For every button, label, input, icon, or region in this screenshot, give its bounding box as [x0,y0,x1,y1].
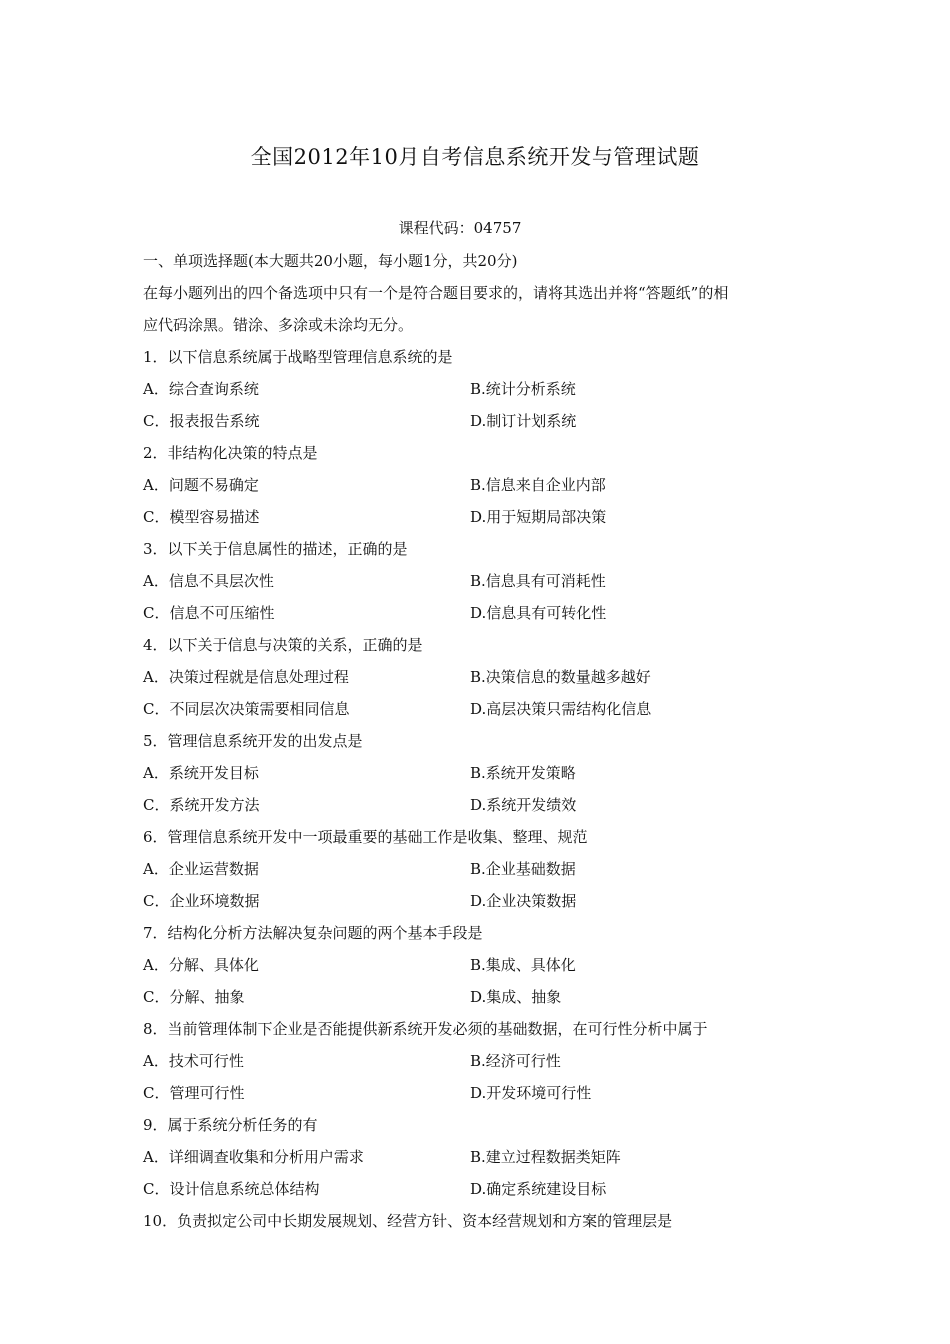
option-row [143,597,823,629]
option-row [143,693,823,725]
option-row [143,885,823,917]
option-b: B.信息来自企业内部 [470,476,606,494]
option-b: B.经济可行性 [470,1052,561,1070]
option-row [143,1077,823,1109]
option-row [143,757,823,789]
option-c: C．信息不可压缩性 [143,604,275,622]
option-c: C．模型容易描述 [143,508,260,526]
question-stem: 1．以下信息系统属于战略型管理信息系统的是 [143,348,453,366]
instruction-line-2: 应代码涂黑。错涂、多涂或未涂均无分。 [143,316,414,334]
option-a: A．技术可行性 [143,1052,244,1070]
option-row [143,661,823,693]
course-code: 课程代码：04757 [398,219,522,237]
option-row [143,1173,823,1205]
page-title: 全国2012年10月自考信息系统开发与管理试题 [250,145,700,169]
option-a: A．综合查询系统 [143,380,259,398]
option-row [143,1141,823,1173]
option-a: A．问题不易确定 [143,476,259,494]
option-d: D.企业决策数据 [470,892,577,910]
option-b: B.建立过程数据类矩阵 [470,1148,621,1166]
option-c: C．管理可行性 [143,1084,245,1102]
option-c: C．系统开发方法 [143,796,260,814]
option-b: B.信息具有可消耗性 [470,572,606,590]
option-a: A．详细调查收集和分析用户需求 [143,1148,364,1166]
option-c: C．分解、抽象 [143,988,245,1006]
option-row [143,373,823,405]
option-d: D.集成、抽象 [470,988,562,1006]
option-a: A．决策过程就是信息处理过程 [143,668,349,686]
section-heading: 一、单项选择题(本大题共20小题，每小题1分，共20分) [143,252,518,270]
option-d: D.系统开发绩效 [470,796,577,814]
option-row [143,565,823,597]
option-row [143,1045,823,1077]
option-d: D.确定系统建设目标 [470,1180,607,1198]
option-c: C．不同层次决策需要相同信息 [143,700,350,718]
option-row [143,469,823,501]
option-b: B.统计分析系统 [470,380,576,398]
option-b: B.决策信息的数量越多越好 [470,668,651,686]
option-row [143,981,823,1013]
option-a: A．系统开发目标 [143,764,259,782]
option-row [143,501,823,533]
option-c: C．企业环境数据 [143,892,260,910]
option-row [143,949,823,981]
question-stem: 3．以下关于信息属性的描述，正确的是 [143,540,408,558]
option-d: D.开发环境可行性 [470,1084,592,1102]
option-d: D.信息具有可转化性 [470,604,607,622]
option-d: D.用于短期局部决策 [470,508,607,526]
question-stem: 10．负责拟定公司中长期发展规划、经营方针、资本经营规划和方案的管理层是 [143,1212,673,1230]
question-stem: 4．以下关于信息与决策的关系，正确的是 [143,636,423,654]
option-b: B.系统开发策略 [470,764,576,782]
option-d: D.制订计划系统 [470,412,577,430]
question-stem: 9．属于系统分析任务的有 [143,1116,318,1134]
exam-body [143,245,823,1237]
option-a: A．信息不具层次性 [143,572,274,590]
question-stem: 7．结构化分析方法解决复杂问题的两个基本手段是 [143,924,483,942]
option-row [143,853,823,885]
option-b: B.企业基础数据 [470,860,576,878]
option-a: A．企业运营数据 [143,860,259,878]
option-row [143,405,823,437]
option-a: A．分解、具体化 [143,956,259,974]
option-c: C．报表报告系统 [143,412,260,430]
question-stem: 6．管理信息系统开发中一项最重要的基础工作是收集、整理、规范 [143,828,588,846]
option-row [143,789,823,821]
instruction-line-1: 在每小题列出的四个备选项中只有一个是符合题目要求的，请将其选出并将“答题纸”的相 [143,284,729,302]
question-stem: 8．当前管理体制下企业是否能提供新系统开发必须的基础数据，在可行性分析中属于 [143,1020,708,1038]
option-b: B.集成、具体化 [470,956,576,974]
question-stem: 2．非结构化决策的特点是 [143,444,318,462]
option-c: C．设计信息系统总体结构 [143,1180,320,1198]
question-stem: 5．管理信息系统开发的出发点是 [143,732,363,750]
option-d: D.高层决策只需结构化信息 [470,700,652,718]
